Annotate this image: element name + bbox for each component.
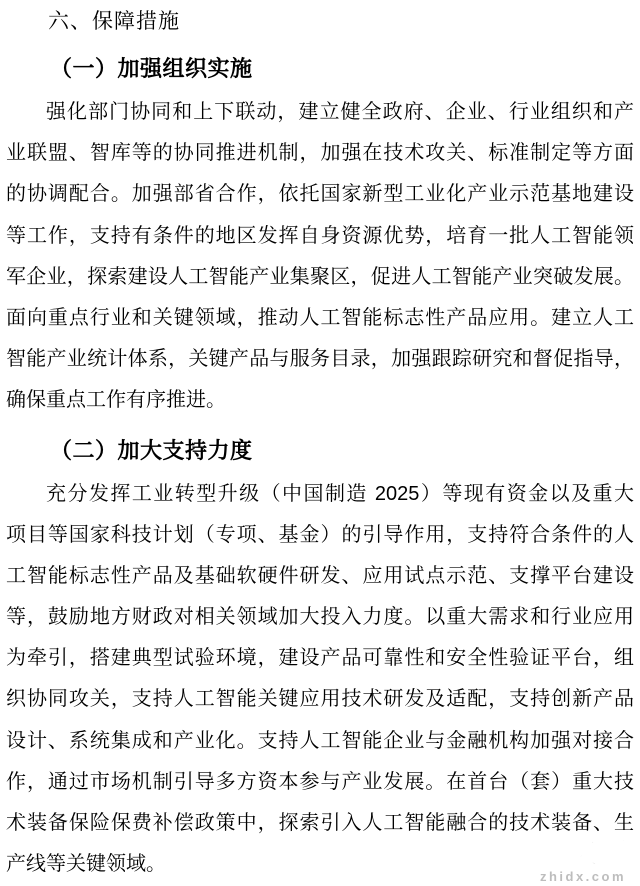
text-line: 军企业，探索建设人工智能产业集聚区，促进人工智能产业突破发展。 — [6, 265, 634, 288]
zhidx-logo: 智東西 — [537, 838, 628, 870]
text-line: 面向重点行业和关键领域，推动人工智能标志性产品应用。建立人工 — [6, 306, 634, 329]
text-line: 的协调配合。加强部省合作，依托国家新型工业化产业示范基地建设 — [6, 183, 634, 206]
text-line: 术装备保险保费补偿政策中，探索引入人工智能融合的技术装备、生 — [6, 812, 634, 834]
text-line: 智能产业统计体系，关键产品与服务目录，加强跟踪研究和督促指导， — [6, 348, 634, 371]
subsection-2-heading: （二）加大支持力度 — [50, 437, 253, 463]
section-title: 六、保障措施 — [48, 10, 180, 33]
text-line: 产线等关键领域。 — [6, 853, 166, 876]
text-line: 等工作，支持有条件的地区发挥自身资源优势，培育一批人工智能领 — [6, 224, 634, 247]
subsection-2 — [6, 434, 634, 886]
text-line: 等，鼓励地方财政对相关领域加大投入力度。以重大需求和行业应用 — [6, 606, 634, 629]
text-line: 充分发挥工业转型升级（中国制造 2025）等现有资金以及重大 — [46, 482, 634, 505]
subsection-1 — [6, 52, 634, 422]
subsection-2-paragraph — [6, 474, 634, 886]
subsection-1-heading: （一）加强组织实施 — [50, 56, 253, 81]
text-line: 设计、系统集成和产业化。支持人工智能企业与金融机构加强对接合 — [6, 729, 634, 752]
text-line: 织协同攻关，支持人工智能关键应用技术研发及适配，支持创新产品 — [6, 688, 634, 711]
text-line: 确保重点工作有序推进。 — [6, 389, 226, 412]
text-line: 作，通过市场机制引导多方资本参与产业发展。在首台（套）重大技 — [6, 770, 634, 793]
subsection-1-paragraph — [6, 92, 634, 422]
zhidx-url: zhidx.com — [539, 869, 627, 884]
text-line: 项目等国家科技计划（专项、基金）的引导作用，支持符合条件的人 — [6, 523, 634, 546]
text-line: 为牵引，搭建典型试验环境，建设产品可靠性和安全性验证平台，组 — [6, 647, 634, 670]
text-line: 强化部门协同和上下联动，建立健全政府、企业、行业组织和产 — [46, 101, 634, 123]
text-line: 工智能标志性产品及基础软硬件研发、应用试点示范、支撑平台建设 — [6, 564, 634, 587]
text-line: 业联盟、智库等的协同推进机制，加强在技术攻关、标准制定等方面 — [6, 142, 634, 165]
